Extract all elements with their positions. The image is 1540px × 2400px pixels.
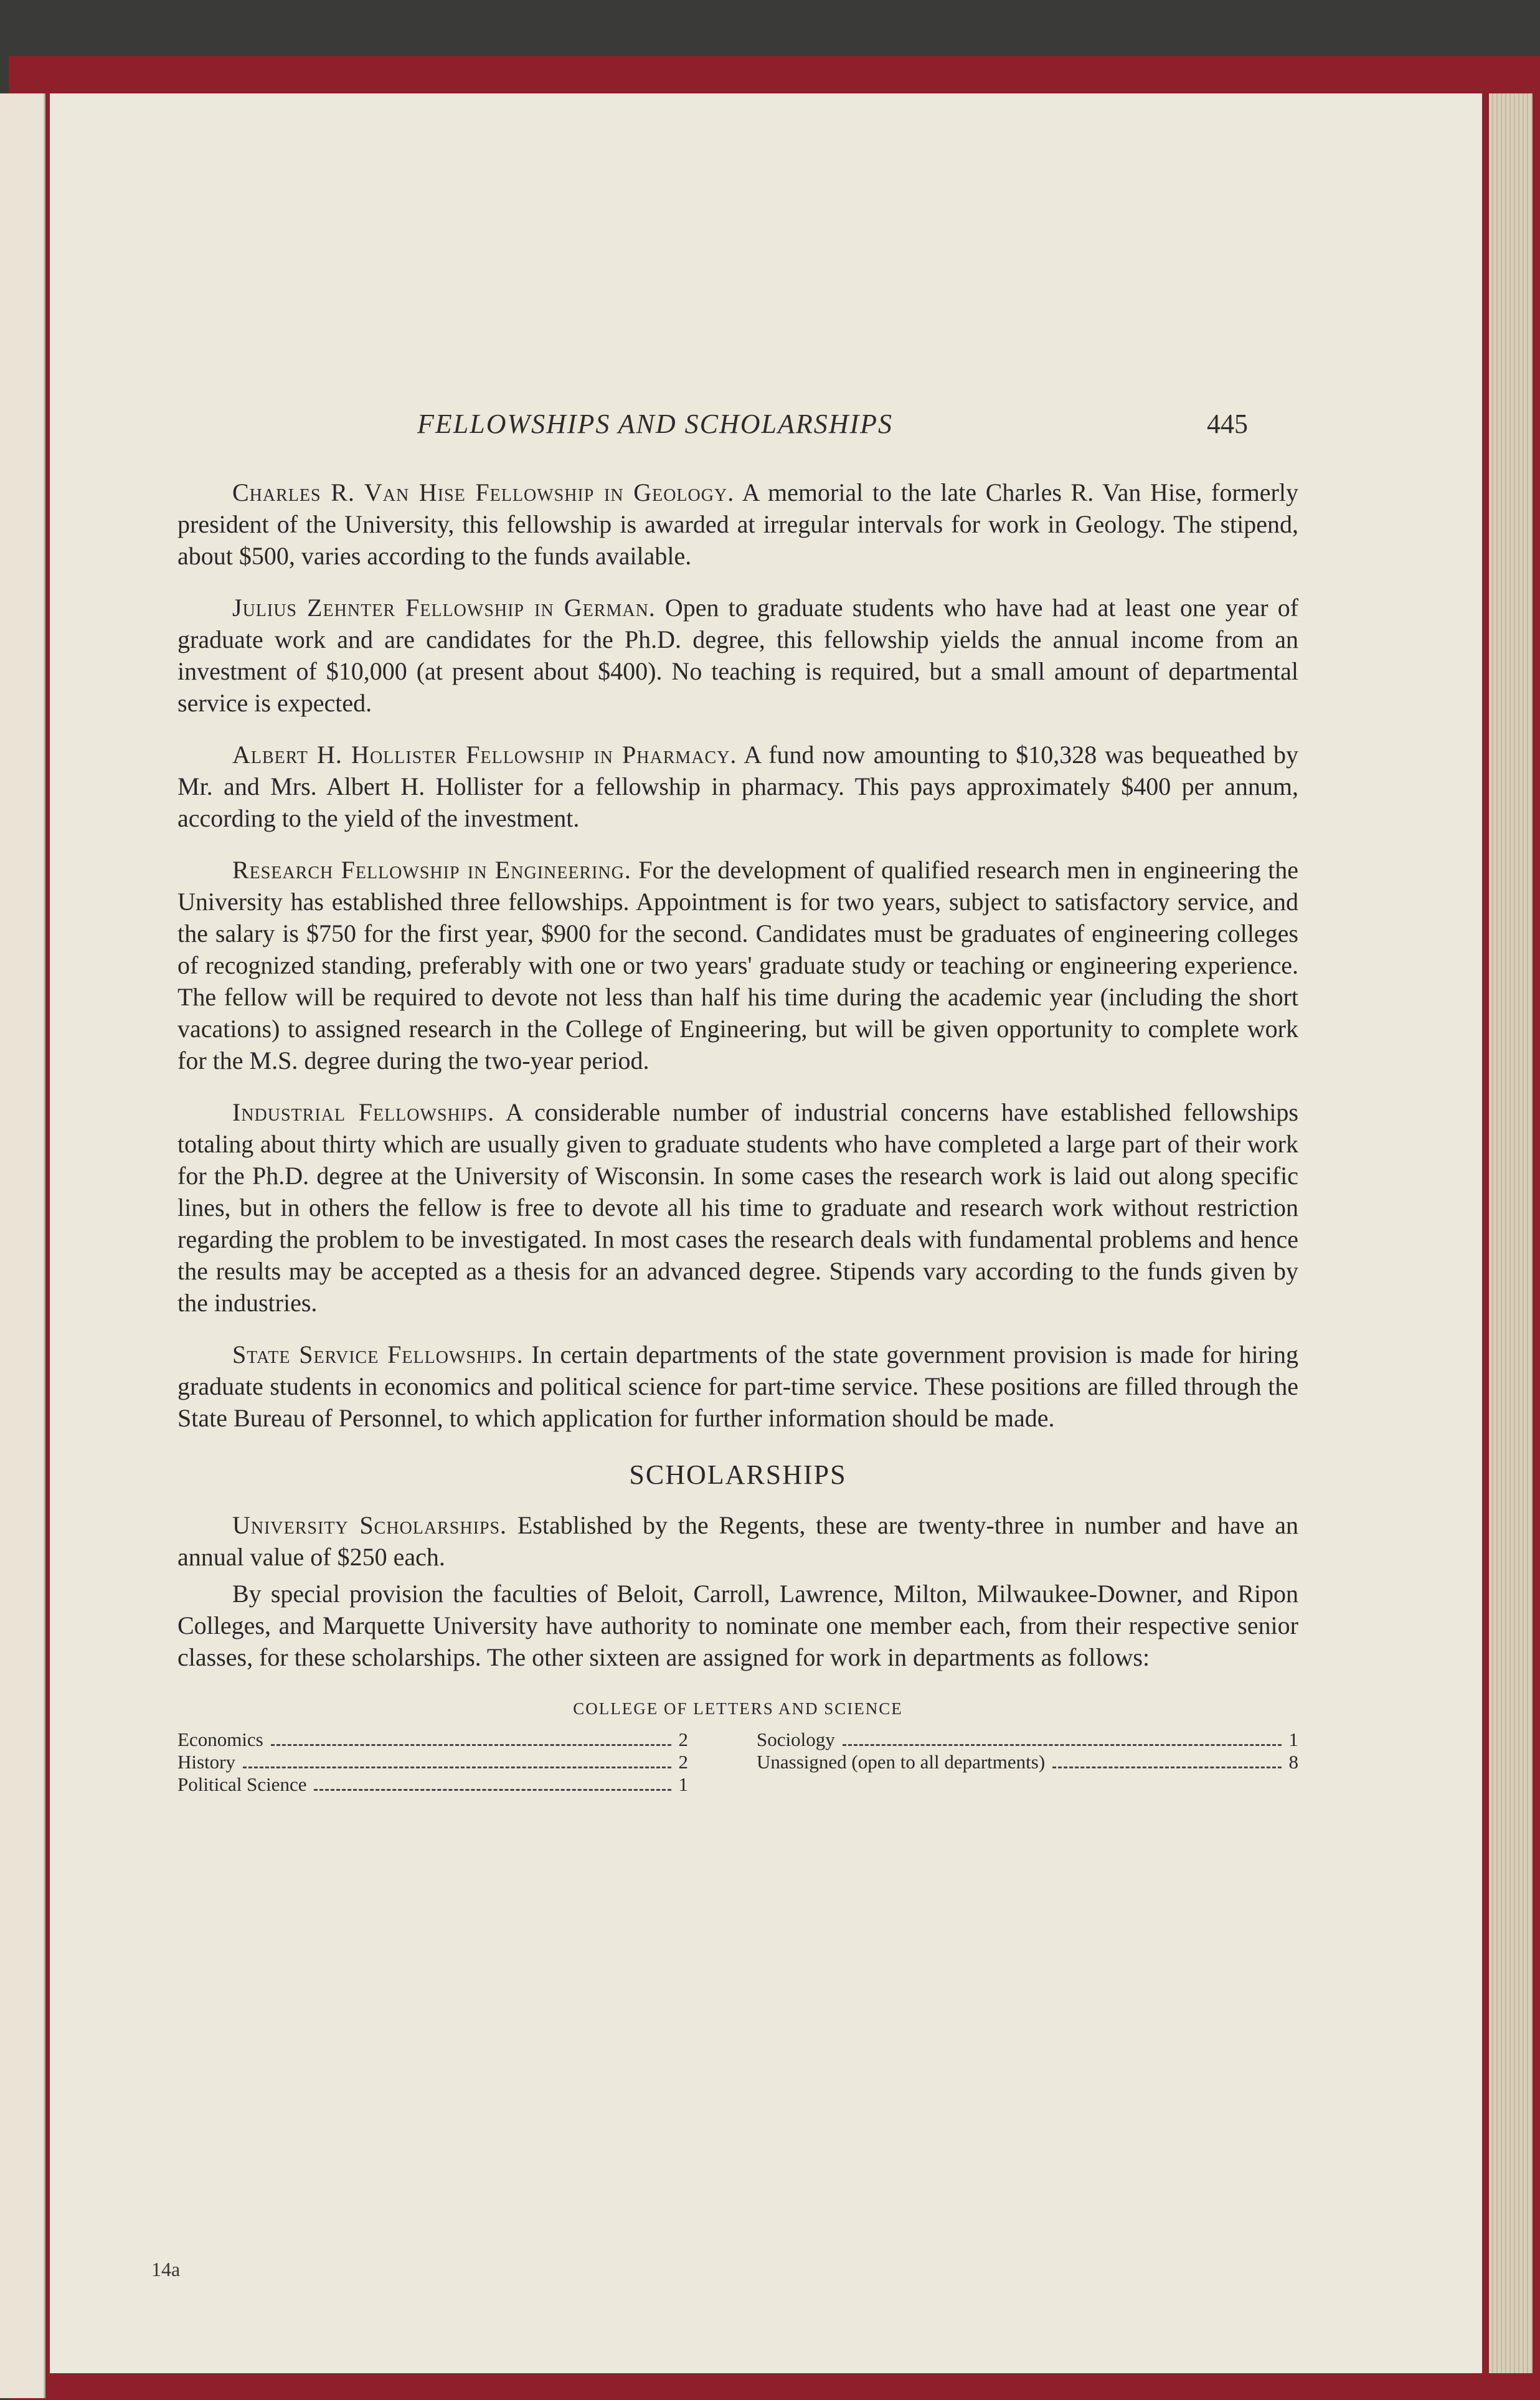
paragraph-hollister	[177, 739, 1298, 834]
paragraph-special-provision: By special provision the faculties of Beloit, Carroll, Lawrence, Milton, Milwaukee-Downer, and Ripon Colleges, and Marquette University have authority to nominate one member each, from their respective senior classes, for these scholarships. The other sixteen are assigned for work in departments as follows:	[177, 1580, 1298, 1671]
scholarships-heading: SCHOLARSHIPS	[629, 1459, 847, 1490]
paragraph-title: Industrial Fellowships.	[232, 1098, 495, 1126]
scholarship-count: 8	[1288, 1751, 1298, 1773]
list-item	[177, 1729, 688, 1751]
leader-dots	[1052, 1767, 1281, 1768]
leader-dots	[271, 1744, 671, 1746]
paragraph-text: For the development of qualified research men in engineering the University has established three fellowships. Appointment is for two years, subject to satisfactory service, and the salary is $750 for the first year, $900 for the second. Candidates must be graduates of engineering colleges of recognized standing, preferably with one or two years' graduate study or teaching or engineering experience. The fellow will be required to devote not less than half his time during the academic year (including the short vacations) to assigned research in the College of Engineering, but will be given opportunity to complete work for the M.S. degree during the two-year period.	[177, 856, 1298, 1074]
leader-dots	[243, 1767, 671, 1768]
scholarship-list-left	[177, 1729, 688, 1796]
book-page	[50, 93, 1482, 2373]
scholarship-list	[177, 1729, 1298, 1803]
paragraph-title: Albert H. Hollister Fellowship in Pharmacy.	[232, 741, 737, 769]
page-block-edge	[1489, 93, 1533, 2373]
paragraph-title: University Scholarships.	[232, 1511, 508, 1539]
paragraph-text: In certain departments of the state government provision is made for hiring graduate students in economics and political science for part-time service. These positions are filled through the State Bureau of Personnel, to which application for further information should be made.	[177, 1340, 1298, 1432]
signature-mark: 14a	[151, 2258, 181, 2280]
list-heading: COLLEGE OF LETTERS AND SCIENCE	[573, 1699, 903, 1718]
list-item	[177, 1751, 688, 1773]
list-item	[757, 1729, 1298, 1751]
paragraph-title: State Service Fellowships.	[232, 1340, 524, 1368]
paragraph-title: Julius Zehnter Fellowship in German.	[232, 594, 656, 622]
scholarship-list-right	[757, 1729, 1298, 1773]
paragraph-industrial	[177, 1096, 1298, 1319]
department-name: Sociology	[757, 1729, 835, 1750]
department-name: Political Science	[177, 1773, 307, 1795]
paragraph-text: A considerable number of industrial concerns have established fellowships totaling about thirty which are usually given to graduate students who have completed a large part of their work for the Ph.D. degree at the University of Wisconsin. In some cases the research work is laid out along specific lines, but in others the fellow is free to devote all his time to graduate and research work without restriction regarding the problem to be investigated. In most cases the research deals with fundamental problems and hence the results may be accepted as a thesis for an advanced degree. Stipends vary according to the funds given by the industries.	[177, 1098, 1298, 1317]
paragraph-state-service	[177, 1339, 1298, 1434]
paragraph-title: Charles R. Van Hise Fellowship in Geology.	[232, 478, 735, 506]
department-name: Unassigned (open to all departments)	[757, 1751, 1046, 1773]
paragraph-text: Open to graduate students who have had at least one year of graduate work and are candidates for the Ph.D. degree, this fellowship yields the annual income from an investment of $10,000 (at present about $400). No teaching is required, but a small amount of departmental service is expected.	[177, 594, 1299, 717]
paragraph-text: A memorial to the late Charles R. Van Hise, formerly president of the University, this fellowship is awarded at irregular intervals for work in Geology. The stipend, about $500, varies according to the funds available.	[177, 478, 1298, 570]
paragraph-university-scholarships	[177, 1509, 1298, 1573]
scholarship-count: 1	[678, 1773, 688, 1795]
paragraph-research-engineering	[177, 854, 1298, 1076]
scholarship-count: 2	[678, 1751, 688, 1773]
scholarship-count: 2	[678, 1729, 688, 1750]
page-number: 445	[1207, 409, 1248, 439]
department-name: Economics	[177, 1729, 263, 1750]
paragraph-title: Research Fellowship in Engineering.	[232, 856, 631, 884]
paragraph-van-hise	[177, 477, 1298, 572]
paragraph-zehnter	[177, 592, 1298, 719]
department-name: History	[177, 1751, 235, 1773]
running-head: FELLOWSHIPS AND SCHOLARSHIPS	[417, 409, 894, 439]
facing-page-edge	[0, 93, 45, 2398]
paragraph-text: Established by the Regents, these are twenty-three in number and have an annual value of $250 each.	[177, 1511, 1299, 1571]
list-item	[757, 1751, 1298, 1773]
leader-dots	[314, 1789, 671, 1791]
list-item	[177, 1773, 688, 1796]
body-text	[177, 477, 1298, 1803]
paragraph-text: A fund now amounting to $10,328 was bequeathed by Mr. and Mrs. Albert H. Hollister for a fellowship in pharmacy. This pays approximately $400 per annum, according to the yield of the investment.	[177, 741, 1298, 832]
leader-dots	[843, 1744, 1282, 1746]
scholarship-count: 1	[1288, 1729, 1298, 1750]
page-header	[50, 408, 1482, 445]
